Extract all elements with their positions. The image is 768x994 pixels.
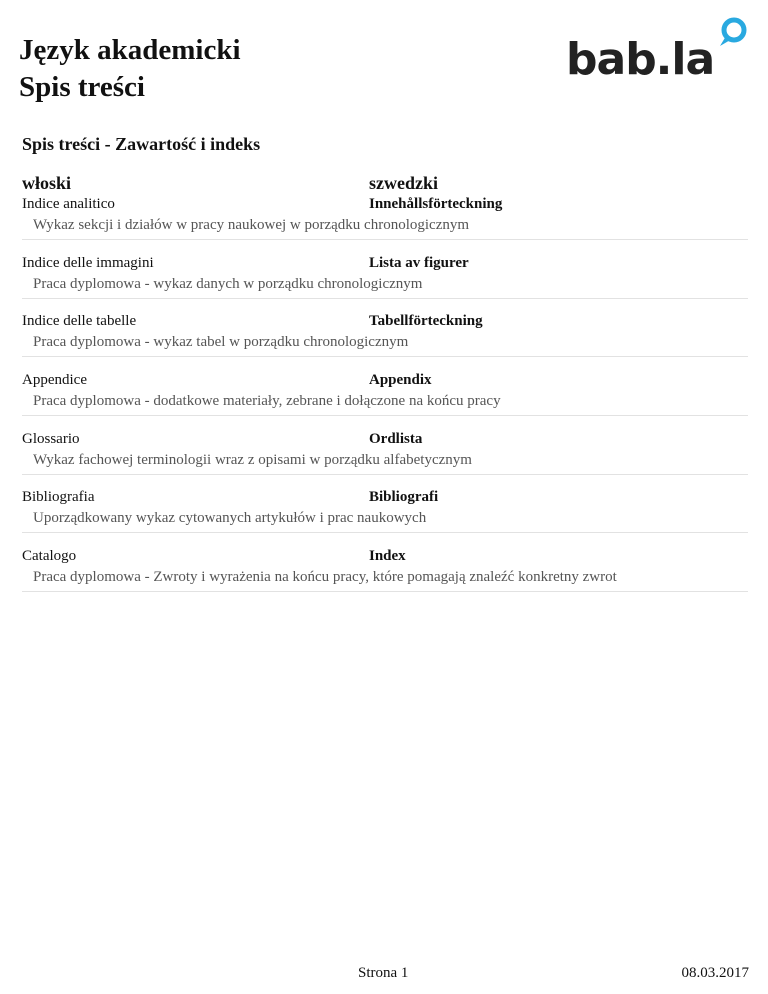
source-phrase: Indice delle tabelle: [22, 313, 137, 330]
list-item: [22, 313, 748, 372]
phrase-description: Praca dyplomowa - wykaz danych w porządku chronologicznym: [33, 275, 423, 292]
divider: [22, 298, 748, 299]
source-phrase: Indice analitico: [22, 196, 115, 212]
source-language-header: włoski: [22, 173, 72, 193]
target-phrase: Appendix: [369, 372, 432, 389]
source-phrase: Indice delle immagini: [22, 254, 154, 271]
source-phrase: Catalogo: [22, 548, 77, 565]
divider: [22, 356, 748, 357]
document-date: 08.03.2017: [681, 965, 749, 981]
logo-text: bab.la: [566, 34, 715, 80]
divider: [22, 415, 748, 416]
target-phrase: Innehållsförteckning: [369, 196, 503, 212]
list-item: [22, 255, 748, 314]
section-title: Spis treści - Zawartość i indeks: [22, 134, 261, 154]
title-line-1: Język akademicki: [19, 34, 241, 66]
phrase-description: Praca dyplomowa - dodatkowe materiały, zebrane i dołączone na końcu pracy: [33, 393, 501, 410]
target-phrase: Bibliografi: [369, 489, 439, 506]
target-phrase: Tabellförteckning: [369, 313, 483, 330]
source-phrase: Glossario: [22, 430, 80, 447]
speech-bubble-icon: [720, 20, 744, 46]
list-item: [22, 548, 748, 607]
target-language-header: szwedzki: [369, 173, 438, 193]
list-item: [22, 489, 748, 548]
divider: [22, 532, 748, 533]
page-title: [19, 32, 241, 106]
divider: [22, 474, 748, 475]
source-phrase: Bibliografia: [22, 489, 95, 506]
phrase-description: Uporządkowany wykaz cytowanych artykułów i prac naukowych: [33, 510, 427, 527]
divider: [22, 239, 748, 240]
list-item: [22, 196, 748, 255]
phrase-description: Praca dyplomowa - Zwroty i wyrażenia na końcu pracy, które pomagają znaleźć konkretny zwrot: [33, 569, 617, 586]
bab-la-logo: [564, 16, 750, 80]
phrase-list: [22, 196, 748, 607]
target-phrase: Lista av figurer: [369, 254, 469, 271]
list-item: [22, 372, 748, 431]
target-phrase: Index: [369, 548, 406, 565]
page-number: Strona 1: [358, 965, 409, 981]
divider: [22, 591, 748, 592]
title-line-2: Spis treści: [19, 71, 145, 103]
phrase-description: Praca dyplomowa - wykaz tabel w porządku chronologicznym: [33, 334, 409, 351]
source-phrase: Appendice: [22, 372, 87, 389]
list-item: [22, 431, 748, 490]
target-phrase: Ordlista: [369, 430, 423, 447]
phrase-description: Wykaz sekcji i działów w pracy naukowej w porządku chronologicznym: [33, 217, 470, 233]
phrase-description: Wykaz fachowej terminologii wraz z opisami w porządku alfabetycznym: [33, 451, 472, 468]
